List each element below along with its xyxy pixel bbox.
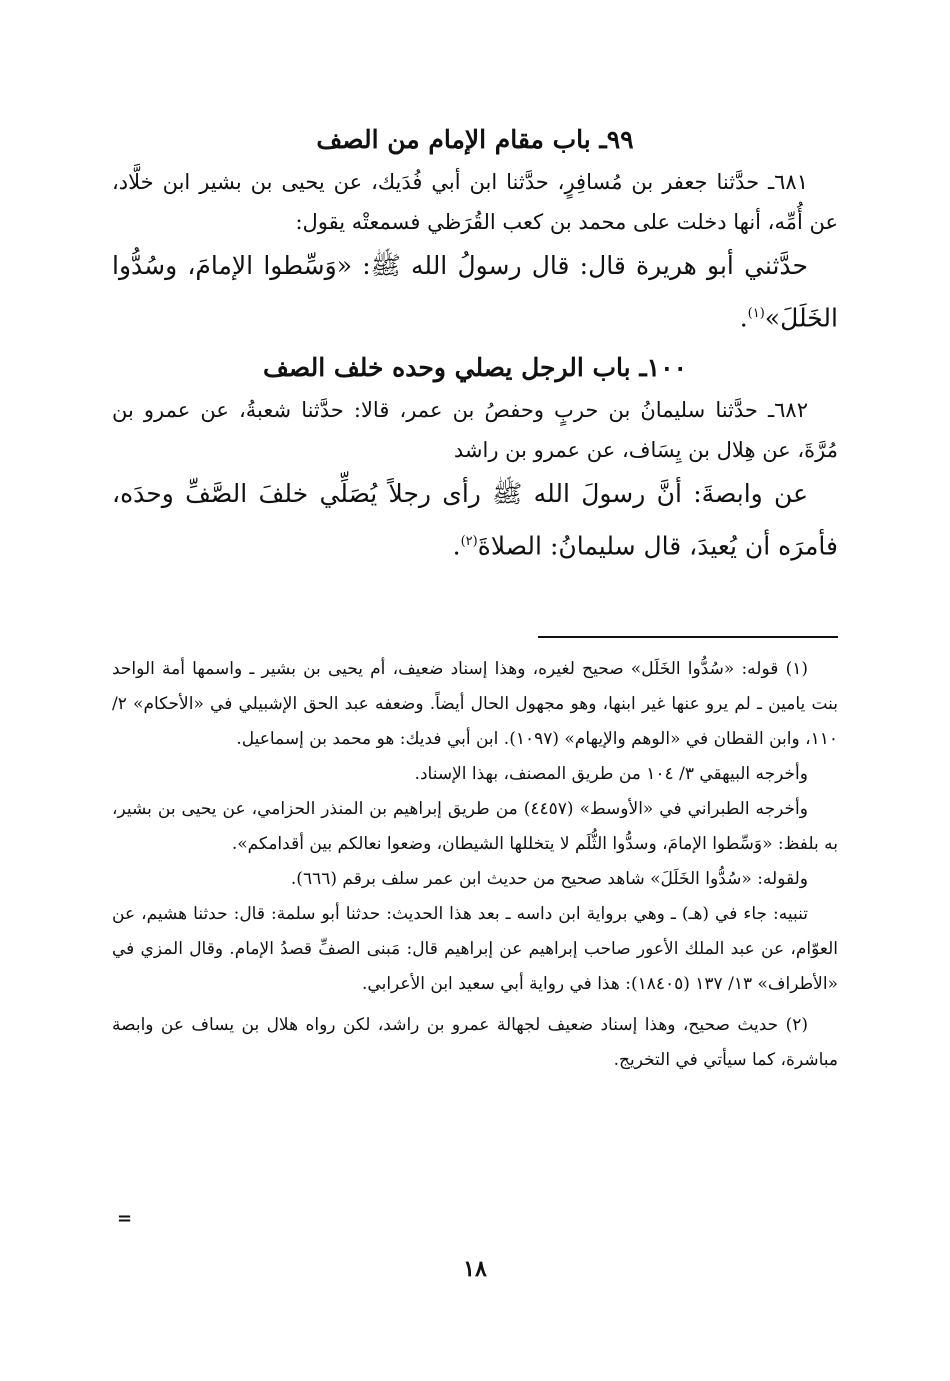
- footnote-1-para-3: وأخرجه الطبراني في «الأوسط» (٤٤٥٧) من طريق إبراهيم بن المنذر الحزامي، عن يحيى بن بشير، به بلفظ: «وَسِّطوا الإمامَ، وسدُّوا الثُّلَم لا يتخللها الشيطان، وضعوا نعالكم بين أقدامكم».: [112, 799, 838, 854]
- chapter-heading-100: ١٠٠ـ باب الرجل يصلي وحده خلف الصف: [263, 353, 687, 383]
- hadith-682-matn-text: عن وابصةَ: أنَّ رسولَ الله ﷺ رأى رجلاً يُصَلِّي خلفَ الصَّفِّ وحدَه، فأمرَه أن يُعيدَ، قال سليمانُ: الصلاةَ: [112, 479, 838, 561]
- footnote-separator: [538, 636, 838, 638]
- footnote-ref-2: (٢): [460, 534, 478, 550]
- footnote-1-para-1: (١) قوله: «سُدُّوا الخَلَل» صحيح لغيره، وهذا إسناد ضعيف، أم يحيى بن بشير ـ واسمها أمة الواحد بنت يامين ـ لم يرو عنها غير ابنها، وهو مجهول الحال أيضاً. وضعفه عبد الحق الإشبيلي في «الأحكام» ٢/ ١١٠، وابن القطان في «الوهم والإيهام» (١٠٩٧). ابن أبي فديك: هو محمد بن إسماعيل.: [112, 659, 838, 749]
- footnote-2: (٢) حديث صحيح، وهذا إسناد ضعيف لجهالة عمرو بن راشد، لكن رواه هلال بن يساف عن وابصة مباشرة، كما سيأتي في التخريج.: [112, 1015, 838, 1070]
- footnote-ref-1: (١): [747, 306, 765, 321]
- hadith-682-end: .: [452, 531, 461, 561]
- footnote-1-para-2: وأخرجه البيهقي ٣/ ١٠٤ من طريق المصنف، بهذا الإسناد.: [414, 764, 808, 784]
- hadith-681-matn: [112, 242, 838, 342]
- hadith-682-isnad: ٦٨٢ـ حدَّثنا سليمانُ بن حربٍ وحفصُ بن عمر، قالا: حدَّثنا شعبةُ، عن عمرو بن مُرَّةَ، عن هِلال بن يِسَاف، عن عمرو بن راشد: [112, 398, 838, 463]
- main-text: [112, 118, 838, 571]
- continuation-mark: =: [117, 1208, 133, 1229]
- page-number: ١٨: [463, 1256, 487, 1282]
- hadith-682-matn: [112, 470, 838, 570]
- hadith-681-end: .: [739, 303, 748, 333]
- hadith-681-isnad: ٦٨١ـ حدَّثنا جعفر بن مُسافِرٍ، حدَّثنا ابن أبي فُدَيك، عن يحيى بن بشير ابن خلَّاد، عن أُمِّه، أنها دخلت على محمد بن كعب القُرَظي فسمعتْه يقول:: [112, 170, 838, 234]
- footnotes: [112, 652, 838, 1078]
- hadith-681-matn-text: حدَّثني أبو هريرة قال: قال رسولُ الله ﷺ: «وَسِّطوا الإمامَ، وسُدُّوا الخَلَلَ»: [112, 251, 838, 333]
- chapter-heading-99: ٩٩ـ باب مقام الإمام من الصف: [316, 125, 634, 154]
- footnote-1-para-5: تنبيه: جاء في (هـ) ـ وهي برواية ابن داسه ـ بعد هذا الحديث: حدثنا أبو سلمة: قال: حدثنا هشيم، عن العوّام، عن عبد الملك الأعور صاحب إبراهيم عن إبراهيم قال: مَبنى الصفِّ قصدُ الإمام. وقال المزي في «الأطراف» ١٣/ ١٣٧ (١٨٤٠٥): هذا في رواية أبي سعيد ابن الأعرابي.: [112, 904, 838, 994]
- footnote-1-para-4: ولقوله: «سُدُّوا الخَلَلَ» شاهد صحيح من حديث ابن عمر سلف برقم (٦٦٦).: [290, 869, 808, 889]
